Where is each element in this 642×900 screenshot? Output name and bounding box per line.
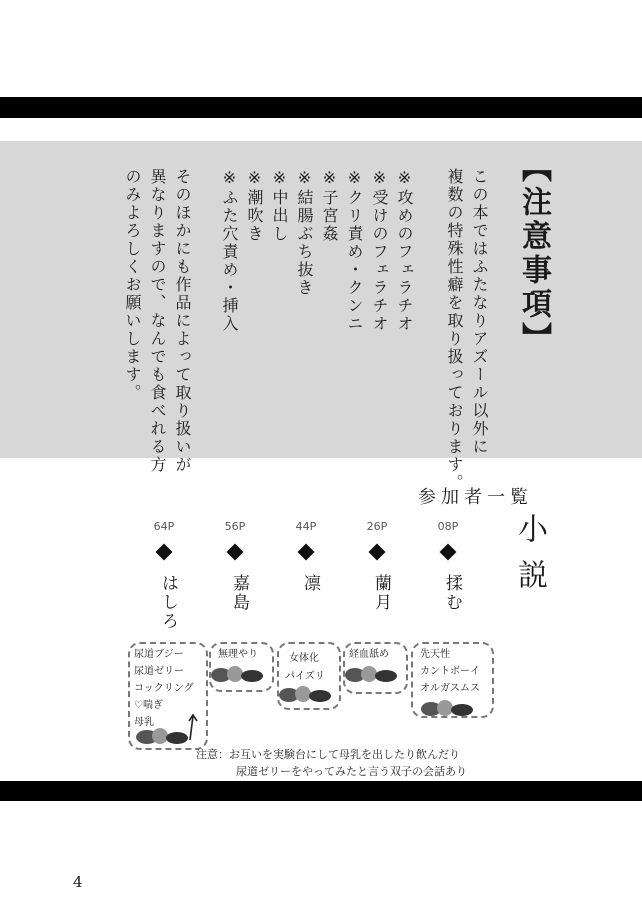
diamond-bullet-icon (227, 544, 244, 561)
notice-line: 複数の特殊性癖を取り扱っております。 (445, 168, 464, 492)
arrow-up-icon (187, 712, 201, 742)
author-name: 揉む (442, 574, 462, 612)
page-ref: 56P (224, 520, 246, 533)
page-ref: 08P (437, 520, 459, 533)
diamond-bullet-icon (369, 544, 386, 561)
notice-line: この本ではふたなりアズール以外に (470, 168, 489, 456)
notice-line: ※受けのフェラチオ (370, 168, 389, 333)
participants-heading: 参加者一覧 (418, 487, 533, 508)
page-ref: 26P (366, 520, 388, 533)
tag-text: カントボーイ (420, 666, 480, 677)
bottom-black-bar (0, 781, 642, 801)
author-name: 嘉島 (229, 574, 249, 612)
notice-line: ※クリ責め・クンニ (345, 168, 364, 333)
chibi-illustration-icon (277, 684, 337, 706)
tag-text: 経血舐め (349, 649, 389, 660)
tag-text: 母乳 (134, 717, 154, 728)
category-heading: 小説 (512, 513, 547, 605)
chibi-illustration-icon (419, 698, 479, 720)
notice-line: のみよろしくお願いします。 (123, 168, 142, 402)
tag-text: 尿道ゼリー (134, 666, 184, 677)
author-name: はしろ (158, 574, 178, 631)
chibi-illustration-icon (209, 664, 269, 686)
diamond-bullet-icon (156, 544, 173, 561)
tag-text: オルガスムス (420, 683, 480, 694)
notice-line: ※中出し (270, 168, 289, 243)
notice-line: そのほかにも作品によって取り扱いが (173, 168, 192, 474)
tag-text: 尿道ブジー (134, 649, 184, 660)
chibi-illustration-icon (134, 726, 194, 748)
handwritten-note (196, 746, 467, 780)
top-black-bar (0, 97, 642, 118)
tag-text: 先天性 (420, 649, 450, 660)
tag-text: 無理やり (218, 649, 258, 660)
notice-line: ※攻めのフェラチオ (395, 168, 414, 333)
tag-text: パイズリ (285, 671, 325, 682)
page-ref: 44P (295, 520, 317, 533)
notice-line: 異なりますので、なんでも食べれる方 (148, 168, 167, 474)
tag-text: 女体化 (289, 653, 319, 664)
author-name: 凛 (300, 574, 320, 593)
notice-title: 【注意事項】 (516, 152, 551, 356)
handnote-line: 尿道ゼリーをやってみたと言う双子の会話あり (236, 765, 467, 778)
diamond-bullet-icon (298, 544, 315, 561)
diamond-bullet-icon (440, 544, 457, 561)
tag-text: コックリング (134, 683, 194, 694)
page-ref: 64P (153, 520, 175, 533)
notice-line: ※潮吹き (245, 168, 264, 243)
handnote-line: 注意：お互いを実験台にして母乳を出したり飲んだり (196, 748, 460, 761)
notice-line: ※ふた穴責め・挿入 (220, 168, 239, 333)
tag-text: ♡喘ぎ (134, 700, 163, 711)
notice-line: ※子宮姦 (320, 168, 339, 243)
notice-line: ※結腸ぶち抜き (295, 168, 314, 297)
chibi-illustration-icon (343, 664, 403, 686)
author-name: 蘭月 (371, 574, 391, 612)
page-number: 4 (73, 873, 83, 891)
